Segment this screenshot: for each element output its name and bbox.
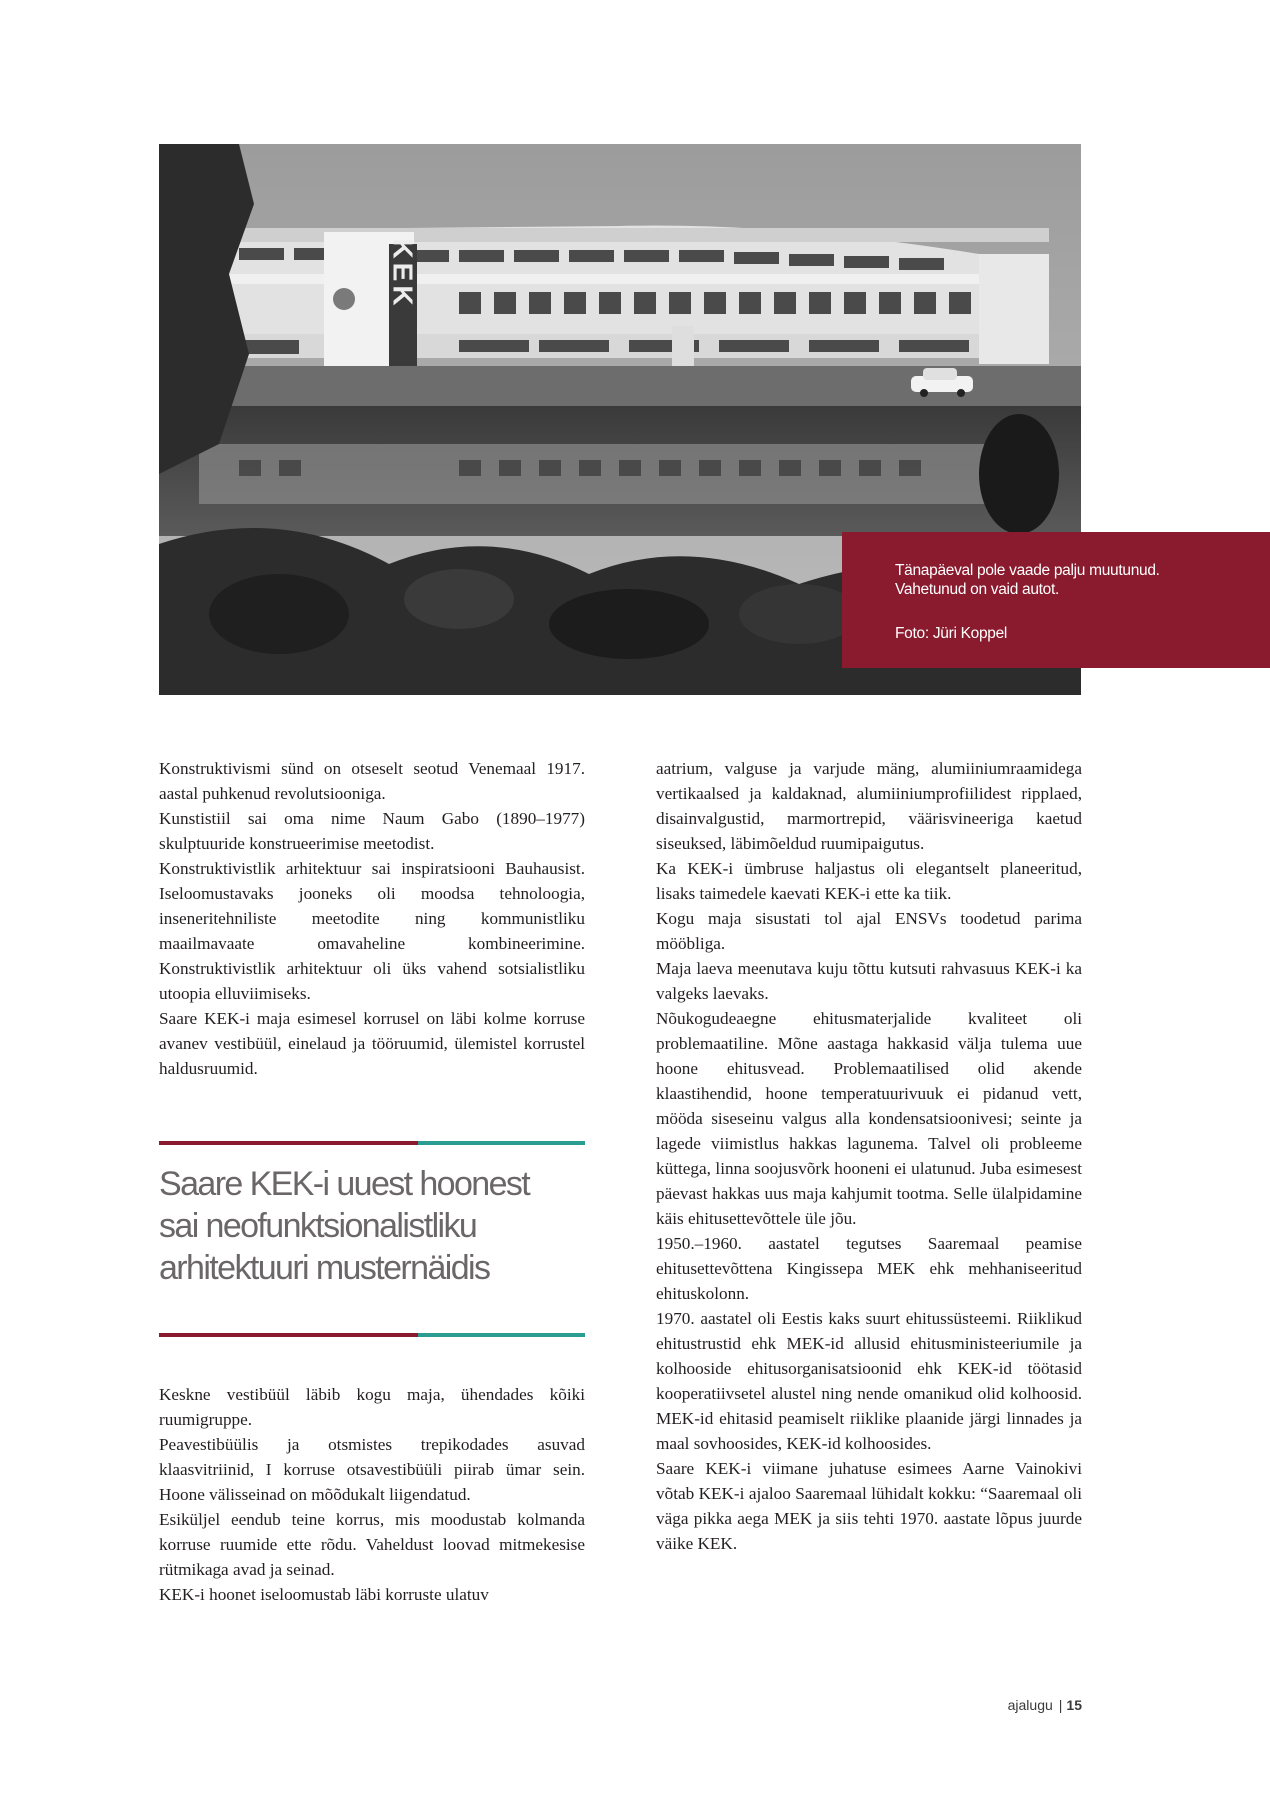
paragraph: Konstruktivistlik arhitektuur sai inspiratsiooni Bauhausist. Iseloomustavaks jooneks oli moodsa tehnoloogia, inseneritehniliste meetodite ning kommunistliku maailmavaate omavaheline kombineerimine. Konstruktivistlik arhitektuur oli üks vahend sotsialistliku utoopia elluviimiseks.: [159, 859, 585, 1003]
paragraph: Keskne vestibüül läbib kogu maja, ühendades kõiki ruumigruppe.: [159, 1385, 585, 1429]
paragraph: Konstruktivismi sünd on otseselt seotud Venemaal 1917. aastal puhkenud revolutsiooniga.: [159, 759, 585, 803]
left-column-bottom: [159, 1382, 585, 1607]
footer-section-name: ajalugu: [1007, 1697, 1053, 1713]
building: [199, 226, 1049, 378]
paragraph: Kunstistiil sai oma nime Naum Gabo (1890–1977) skulptuuride konstrueerimise meetodist.: [159, 809, 585, 853]
paragraph: Peavestibüülis ja otsmistes trepikodades asuvad klaasvitriinid, I korruse otsavestibüüli piirab ümar sein. Hoone välisseinad on mõõdukalt liigendatud.: [159, 1435, 585, 1504]
headline-line: Saare KEK-i uuest hoonest: [159, 1165, 530, 1203]
headline-line: arhitektuuri musternäidis: [159, 1249, 490, 1287]
paragraph: 1970. aastatel oli Eestis kaks suurt ehitussüsteemi. Riiklikud ehitustrustid ehk MEK-id allusid ehitusministeeriumile ja kolhooside ehitusorganisatsioonid ehk KEK-id töötasid kooperatiivsetel alustel ning nende omanikud olid kolhoosid. MEK-id ehitasid peamiselt riiklike plaanide järgi linnades ja maal sovhoosides, KEK-id kolhoosides.: [656, 1309, 1082, 1453]
paragraph: aatrium, valguse ja varjude mäng, alumiiniumraamidega vertikaalsed ja kaldaknad, alumiiniumprofiilidest ripplaed, disainvalgustid, marmortrepid, väärisvineeriga kaetud siseuksed, läbimõeldud ruumipaigutus.: [656, 759, 1082, 853]
paragraph: Nõukogudeaegne ehitusmaterjalide kvaliteet oli problemaatiline. Mõne aastaga hakkasid välja tulema uue hoone ehitusvead. Problemaatilised olid akende klaastihendid, hoone temperatuurivuuk ei pidanud vett, mööda siseseinu valgus alla kondensatsioonivesi; seinte ja lagede viimistlus hakkas lagunema. Talvel oli probleeme küttega, linna soojusvõrk hooneni ei ulatunud. Juba esimesest päevast hakkas uus maja kahjumit tootma. Selle ülalpidamine käis ehitusettevõttele üle jõu.: [656, 1009, 1082, 1228]
photo-credit: Foto: Jüri Koppel: [895, 625, 1008, 642]
paragraph: Saare KEK-i maja esimesel korrusel on läbi kolme korruse avanev vestibüül, einelaud ja tööruumid, ülemistel korrustel haldusruumid.: [159, 1009, 585, 1078]
left-column-top: [159, 756, 585, 1081]
section-headline: [159, 1163, 599, 1289]
rule-teal-segment: [418, 1333, 585, 1337]
rule-red-segment: [159, 1333, 418, 1337]
paragraph: Ka KEK-i ümbruse haljastus oli elegantselt planeeritud, lisaks taimedele kaevati KEK-i ette ka tiik.: [656, 859, 1082, 903]
paragraph: Maja laeva meenutava kuju tõttu kutsuti rahvasuus KEK-i ka valgeks laevaks.: [656, 959, 1082, 1003]
paragraph: Saare KEK-i viimane juhatuse esimees Aarne Vainokivi võtab KEK-i ajaloo Saaremaal lühidalt kokku: “Saaremaal oli väga pikka aega MEK ja siis tehti 1970. aastate lõpus juurde väike KEK.: [656, 1459, 1082, 1553]
page-footer: [1008, 1697, 1082, 1713]
right-column: [656, 756, 1082, 1556]
page-number: 15: [1066, 1697, 1082, 1713]
rule-red-segment: [159, 1141, 418, 1145]
photo-caption-line2: Vahetunud on vaid autot.: [895, 581, 1060, 598]
headline-rule-bottom: [159, 1333, 585, 1337]
paragraph: KEK-i hoonet iseloomustab läbi korruste ulatuv: [159, 1585, 489, 1604]
headline-rule-top: [159, 1141, 585, 1145]
footer-separator: |: [1058, 1697, 1063, 1713]
paragraph: Esiküljel eendub teine korrus, mis moodustab kolmanda korruse ruumide ette rõdu. Vaheldust loovad mitmekesise rütmikaga avad ja seinad.: [159, 1510, 585, 1579]
paragraph: Kogu maja sisustati tol ajal ENSVs toodetud parima mööbliga.: [656, 909, 1082, 953]
photo-caption-box: [842, 532, 1270, 668]
kek-sign: KEK: [387, 238, 419, 310]
headline-line: sai neofunktsionalistliku: [159, 1207, 477, 1245]
paragraph: 1950.–1960. aastatel tegutses Saaremaal peamise ehitusettevõttena Kingissepa MEK ehk mehhaniseeritud ehituskolonn.: [656, 1234, 1082, 1303]
photo-caption-line1: Tänapäeval pole vaade palju muutunud.: [895, 562, 1160, 579]
rule-teal-segment: [418, 1141, 585, 1145]
